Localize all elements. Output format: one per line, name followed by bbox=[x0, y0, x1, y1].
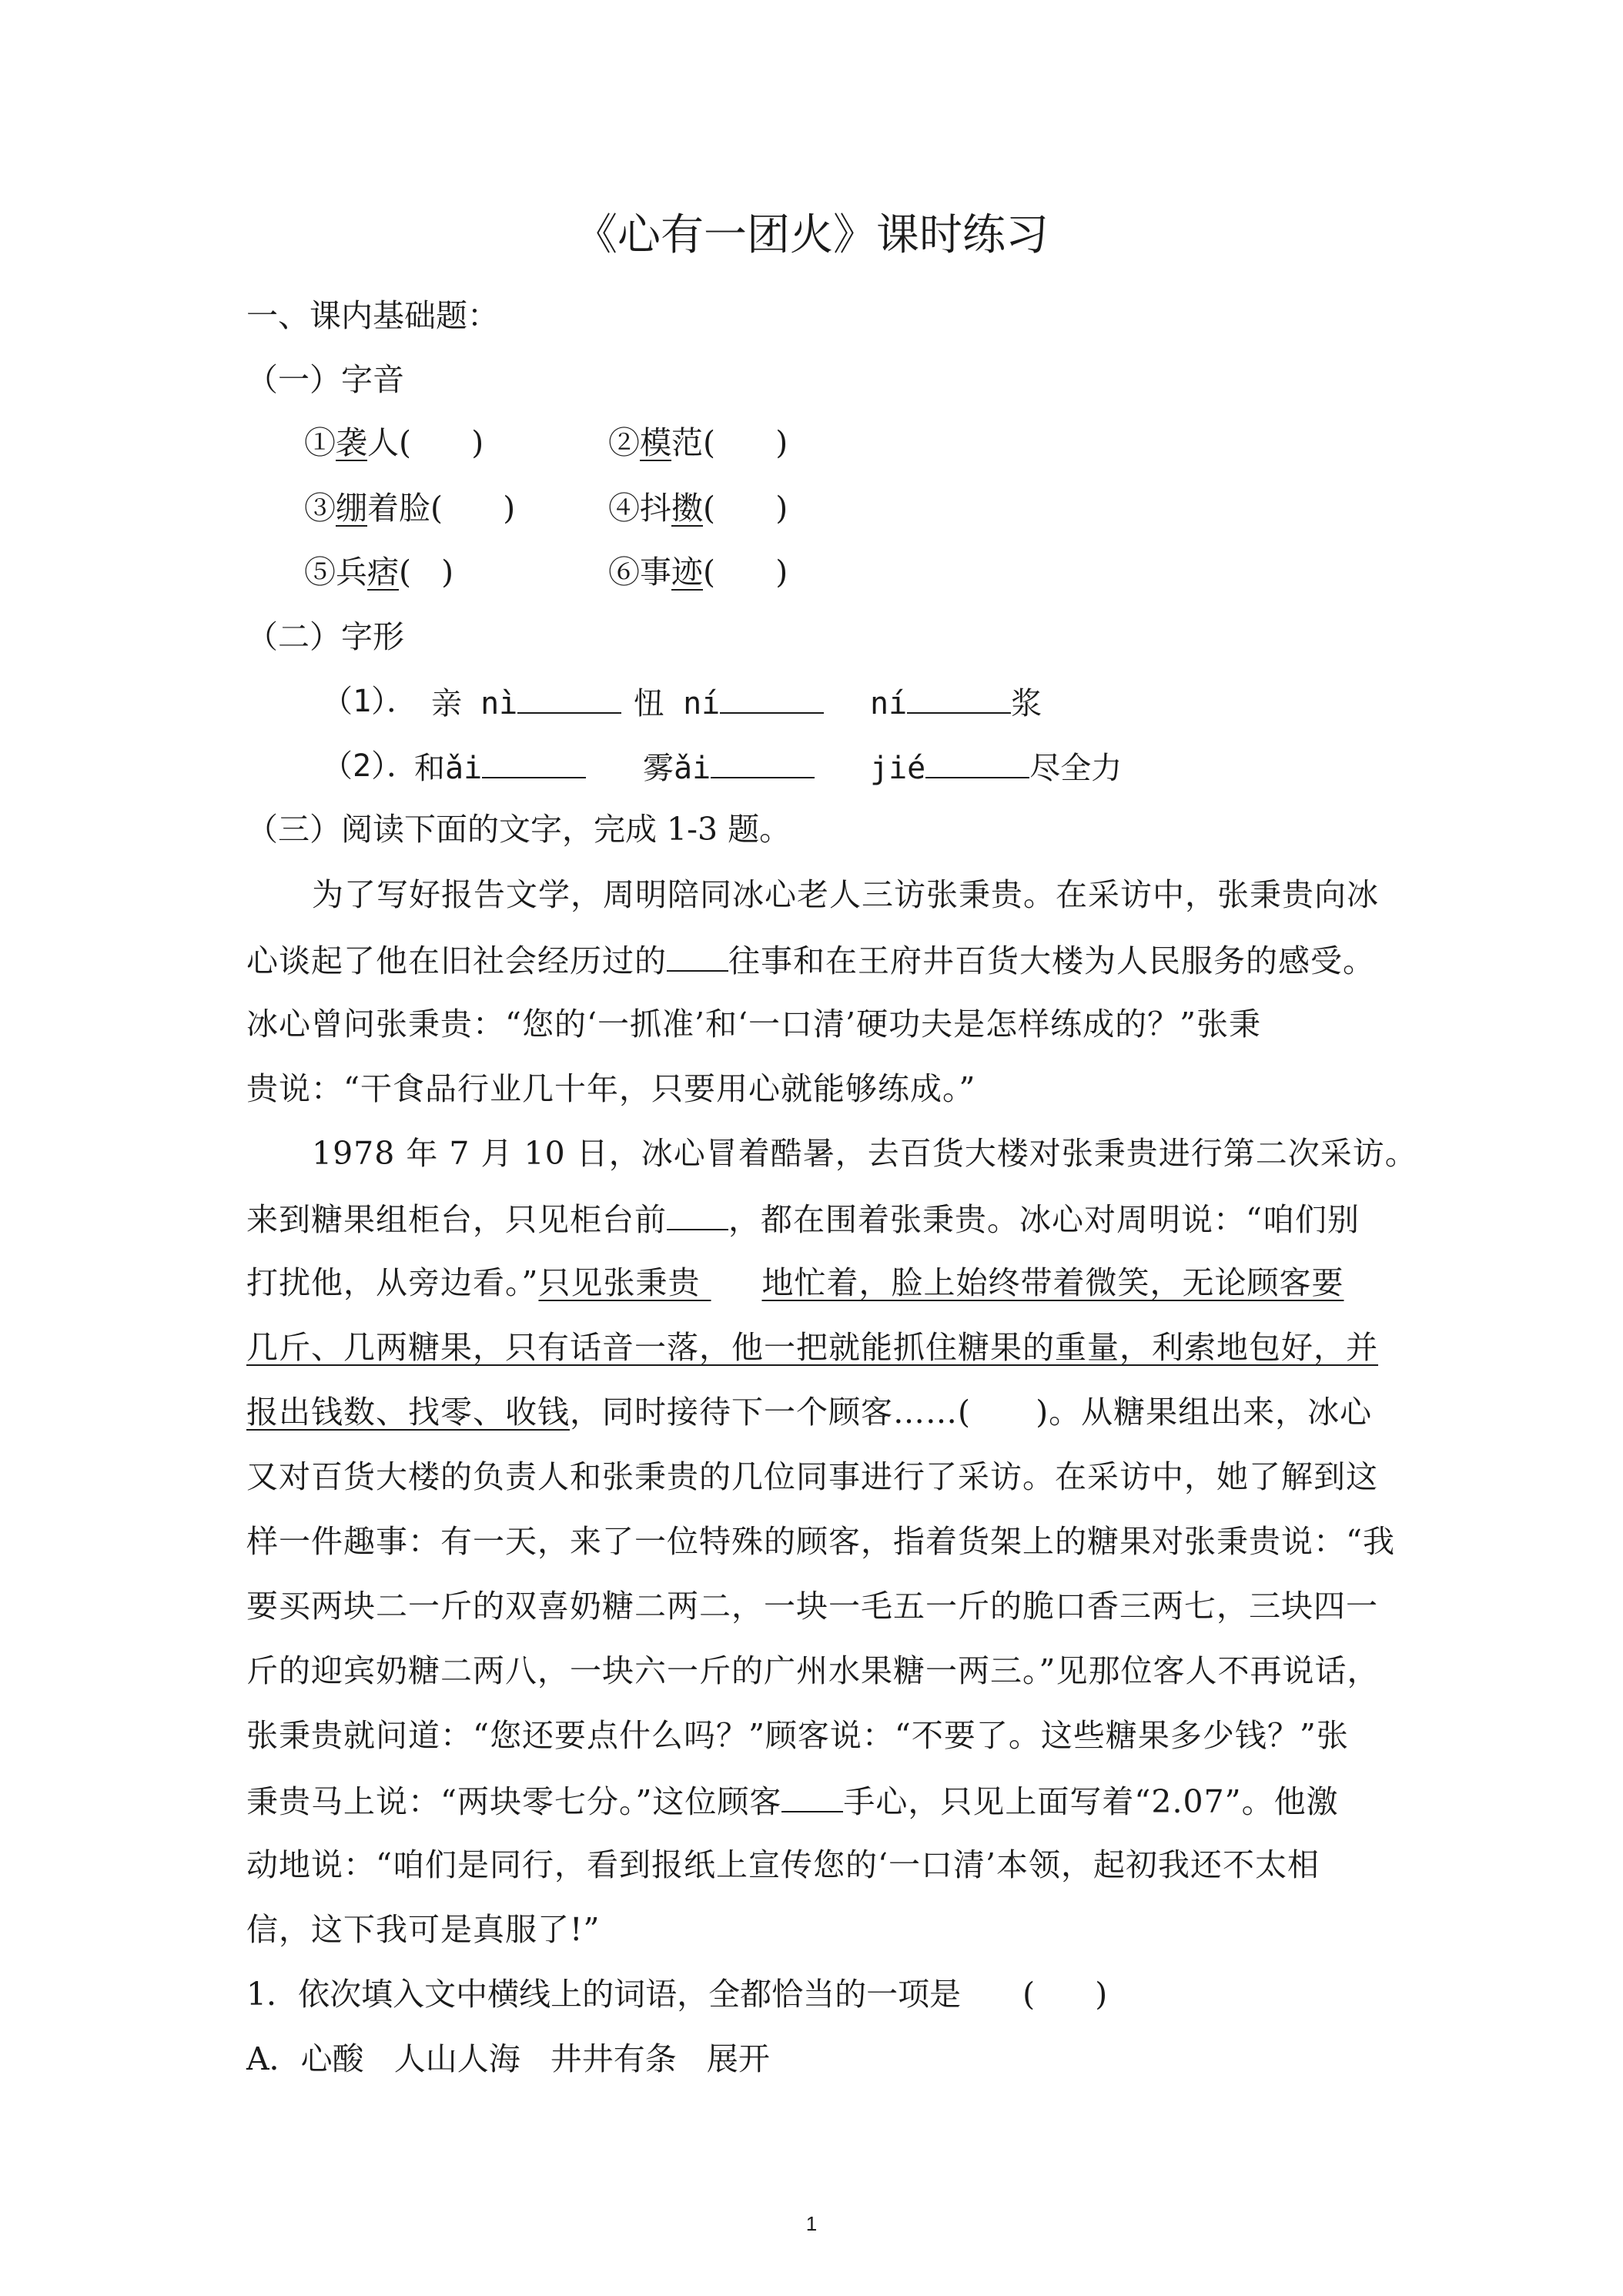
passage-line: 斤的迎宾奶糖二两八，一块六一斤的广州水果糖一两三。”见那位客人不再说话， bbox=[246, 1652, 1380, 1689]
passage-line: 又对百货大楼的负责人和张秉贵的几位同事进行了采访。在采访中，她了解到这 bbox=[246, 1458, 1378, 1495]
pron-item-2: ②模范( ) bbox=[608, 424, 788, 461]
form-row-1-a: 亲 nì bbox=[431, 686, 621, 719]
passage-line: 要买两块二一斤的双喜奶糖二两二，一块一毛五一斤的脆口香三两七，三块四一 bbox=[246, 1588, 1378, 1625]
passage-line: 样一件趣事：有一天，来了一位特殊的顾客，指着货架上的糖果对张秉贵说：“我 bbox=[246, 1523, 1395, 1560]
passage-line: 1978 年 7 月 10 日，冰心冒着酷暑，去百货大楼对张秉贵进行第二次采访。 bbox=[312, 1135, 1417, 1172]
pron-item-5: ⑤兵痞( ) bbox=[304, 554, 454, 591]
passage-line: 为了写好报告文学，周明陪同冰心老人三访张秉贵。在采访中，张秉贵向冰 bbox=[312, 876, 1379, 913]
passage-line-underlined: 几斤、几两糖果，只有话音一落，他一把就能抓住糖果的重量，利索地包好，并 bbox=[246, 1329, 1378, 1366]
pron-item-1: ①袭人( ) bbox=[304, 424, 484, 461]
passage-line: 张秉贵就问道：“您还要点什么吗？”顾客说：“不要了。这些糖果多少钱？”张 bbox=[246, 1717, 1349, 1754]
pron-item-6: ⑥事迹( ) bbox=[608, 554, 788, 591]
page-title: 《心有一团火》课时练习 bbox=[574, 210, 1049, 260]
section-heading: 一、课内基础题： bbox=[246, 297, 499, 334]
question-1-option-a: A．心酸 人山人海 井井有条 展开 bbox=[246, 2040, 770, 2077]
form-row-1-b: 忸 ní bbox=[634, 686, 824, 719]
part2-heading: （二）字形 bbox=[246, 618, 404, 655]
passage-line: 报出钱数、找零、收钱，同时接待下一个顾客……( )。从糖果组出来，冰心 bbox=[246, 1394, 1373, 1431]
pron-item-4: ④抖擞( ) bbox=[608, 490, 788, 527]
question-1: 1．依次填入文中横线上的词语，全都恰当的一项是 ( ) bbox=[246, 1976, 1108, 2013]
part3-heading: （三）阅读下面的文字，完成 1-3 题。 bbox=[246, 811, 791, 848]
passage-line: 动地说：“咱们是同行，看到报纸上宣传您的‘一口清’本领，起初我还不太相 bbox=[246, 1846, 1320, 1883]
page-number: 1 bbox=[805, 2212, 818, 2235]
passage-line: 打扰他，从旁边看。”只见张秉贵 地忙着，脸上始终带着微笑，无论顾客要 bbox=[246, 1264, 1344, 1301]
form-row-1-label: （1）． bbox=[322, 684, 418, 719]
form-row-2-b: 雾ǎi bbox=[643, 751, 815, 784]
form-row-2-c: jié 尽全力 bbox=[870, 751, 1123, 786]
passage-line: 秉贵马上说：“两块零七分。”这位顾客 手心，只见上面写着“2.07”。他激 bbox=[246, 1783, 1339, 1820]
form-row-2-a: 和ǎi bbox=[414, 751, 586, 784]
form-row-1-c: ní 浆 bbox=[870, 686, 1042, 721]
passage-line: 冰心曾问张秉贵：“您的‘一抓准’和‘一口清’硬功夫是怎样练成的？”张秉 bbox=[246, 1006, 1262, 1043]
pron-item-3: ③绷着脸( ) bbox=[304, 490, 516, 527]
form-row-2-label: （2）． bbox=[322, 748, 418, 784]
part1-heading: （一）字音 bbox=[246, 361, 404, 398]
passage-line: 贵说：“干食品行业几十年，只要用心就能够练成。” bbox=[246, 1070, 976, 1107]
passage-line: 来到糖果组柜台，只见柜台前 ，都在围着张秉贵。冰心对周明说：“咱们别 bbox=[246, 1201, 1360, 1238]
passage-line: 心谈起了他在旧社会经历过的 往事和在王府井百货大楼为人民服务的感受。 bbox=[246, 942, 1375, 979]
passage-line: 信，这下我可是真服了!” bbox=[246, 1911, 601, 1948]
